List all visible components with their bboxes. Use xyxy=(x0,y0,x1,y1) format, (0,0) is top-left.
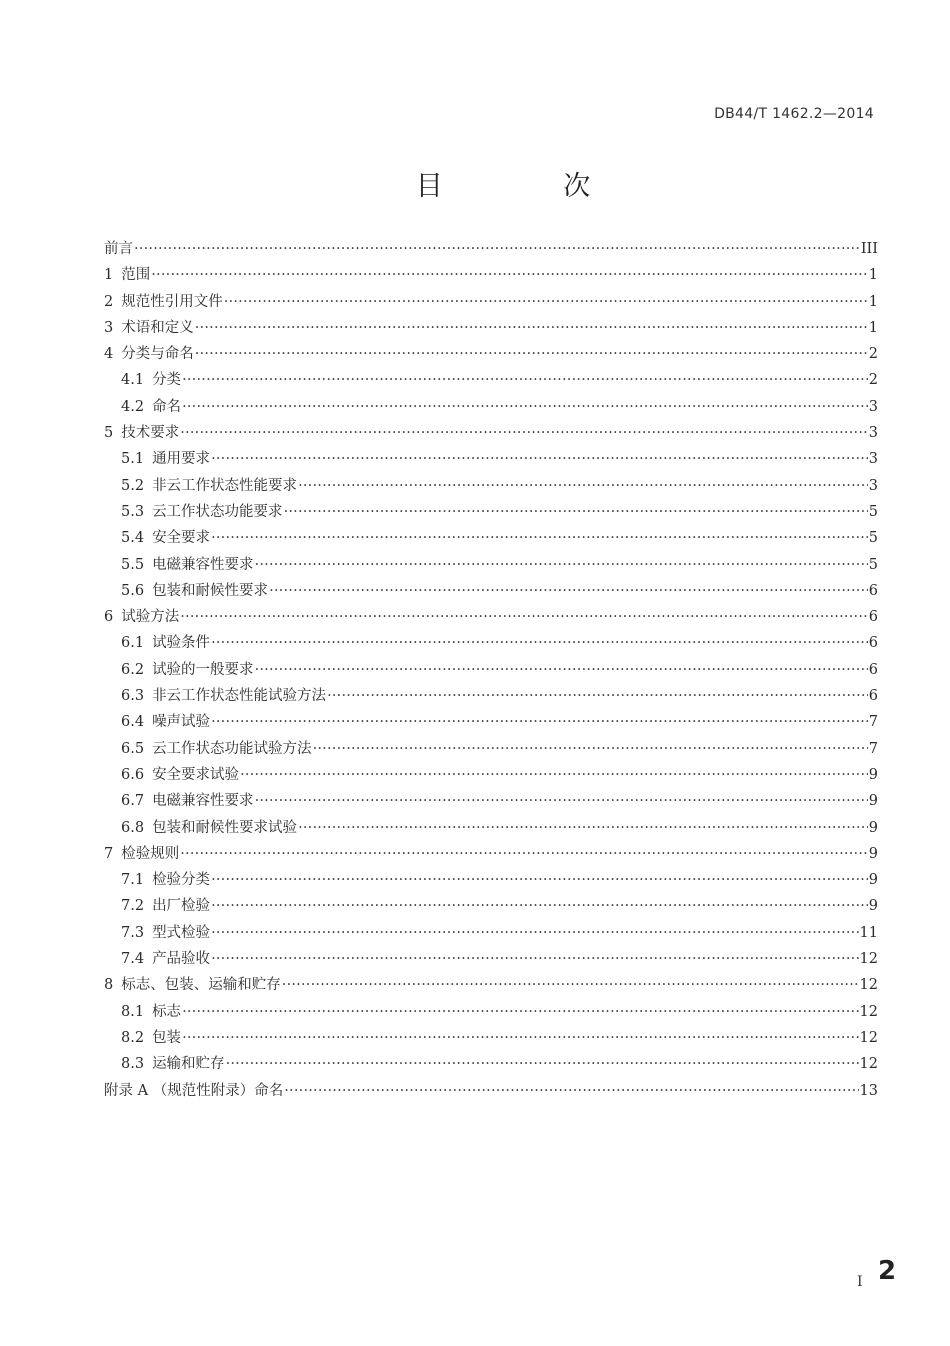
dot-leader xyxy=(211,630,868,656)
toc-entry-number: 7.4 xyxy=(121,951,145,968)
toc-entry-label xyxy=(104,1078,283,1104)
toc-entry-label xyxy=(121,446,210,472)
toc-entry-label xyxy=(121,867,210,893)
toc-entry-label xyxy=(121,630,210,656)
toc-entry-number: 4 xyxy=(104,346,114,363)
toc-entry-text: 云工作状态功能要求 xyxy=(152,503,283,520)
toc-entry-number: 7.1 xyxy=(121,872,145,889)
toc-entry-number: 6.3 xyxy=(121,688,145,705)
toc-entry-text: 标志、包装、运输和贮存 xyxy=(121,977,281,994)
dot-leader xyxy=(298,815,868,841)
dot-leader xyxy=(255,552,868,578)
dot-leader xyxy=(224,289,868,315)
toc-entry[interactable] xyxy=(104,367,878,393)
toc-entry-text: 试验条件 xyxy=(152,635,211,652)
toc-entry-text: 分类 xyxy=(152,372,182,389)
dot-leader xyxy=(211,920,858,946)
toc-entry-number: 6.4 xyxy=(121,714,145,731)
toc-entry-number: 7 xyxy=(104,845,114,862)
toc-entry[interactable] xyxy=(104,473,878,499)
toc-entry-label xyxy=(121,946,210,972)
toc-entry-text: 安全要求 xyxy=(152,530,211,547)
toc-entry-page: 9 xyxy=(868,819,878,836)
toc-entry-number: 6.5 xyxy=(121,740,145,757)
toc-entry-page: 3 xyxy=(868,398,878,415)
toc-entry-number: 5.3 xyxy=(121,503,145,520)
toc-entry-label xyxy=(121,815,297,841)
toc-entry-number: 1 xyxy=(104,267,114,284)
toc-entry[interactable] xyxy=(104,552,878,578)
toc-entry-text: 型式检验 xyxy=(152,924,211,941)
toc-entry-number: 7.2 xyxy=(121,898,145,915)
dot-leader xyxy=(284,499,868,525)
toc-entry[interactable] xyxy=(104,394,878,420)
toc-entry[interactable] xyxy=(104,815,878,841)
dot-leader xyxy=(182,1025,858,1051)
toc-entry-text: 前言 xyxy=(104,241,133,257)
toc-entry-label xyxy=(121,1051,225,1077)
toc-entry-label xyxy=(121,525,210,551)
toc-entry-page: 3 xyxy=(868,425,878,442)
toc-entry[interactable] xyxy=(104,683,878,709)
toc-entry-label xyxy=(121,893,210,919)
toc-entry-page: III xyxy=(860,241,878,257)
toc-entry-label xyxy=(121,367,181,393)
toc-entry-label xyxy=(121,709,210,735)
toc-entry-label xyxy=(104,841,179,867)
toc-entry-number: 2 xyxy=(104,293,114,310)
toc-entry-text: 非云工作状态性能试验方法 xyxy=(152,688,327,705)
toc-entry[interactable] xyxy=(104,578,878,604)
dot-leader xyxy=(182,367,868,393)
toc-entry[interactable] xyxy=(104,788,878,814)
toc-entry-number: 5.6 xyxy=(121,582,145,599)
toc-entry-text: 试验的一般要求 xyxy=(152,661,254,678)
toc-entry-text: 产品验收 xyxy=(152,951,211,968)
toc-entry-number: 8.2 xyxy=(121,1029,145,1046)
toc-entry[interactable] xyxy=(104,920,878,946)
dot-leader xyxy=(180,841,868,867)
toc-entry-text: 命名 xyxy=(152,398,182,415)
toc-entry-label xyxy=(104,315,194,341)
toc-entry[interactable] xyxy=(104,1051,878,1077)
toc-entry[interactable] xyxy=(104,736,878,762)
toc-entry-text: 电磁兼容性要求 xyxy=(152,793,254,810)
page-title: 目 次 xyxy=(415,171,647,202)
toc-entry-text: 非云工作状态性能要求 xyxy=(152,477,298,494)
toc-entry-label xyxy=(121,920,210,946)
toc-entry-page: 5 xyxy=(868,503,878,520)
toc-entry-text: 检验规则 xyxy=(121,845,180,862)
toc-entry-page: 5 xyxy=(868,556,878,573)
toc-entry-page: 9 xyxy=(868,872,878,889)
toc-entry-number: 5 xyxy=(104,425,114,442)
dot-leader xyxy=(211,867,868,893)
toc-entry-label xyxy=(121,473,297,499)
toc-entry-number: 5.5 xyxy=(121,556,145,573)
toc-entry-page: 9 xyxy=(868,898,878,915)
toc-entry-page: 6 xyxy=(868,688,878,705)
dot-leader xyxy=(313,736,868,762)
toc-entry-text: 包装和耐候性要求 xyxy=(152,582,269,599)
toc-entry-label xyxy=(121,736,312,762)
dot-leader xyxy=(255,788,868,814)
page-number: 2 xyxy=(878,1256,897,1286)
toc-entry-label xyxy=(121,683,326,709)
toc-entry[interactable] xyxy=(104,604,878,630)
dot-leader xyxy=(195,315,868,341)
toc-entry-text: 试验方法 xyxy=(121,609,180,626)
toc-entry-label xyxy=(121,552,254,578)
dot-leader xyxy=(182,999,858,1025)
dot-leader xyxy=(282,972,859,998)
toc-entry-label xyxy=(104,972,281,998)
toc-entry-label xyxy=(121,394,181,420)
roman-page-number: I xyxy=(857,1274,863,1290)
toc-entry[interactable] xyxy=(104,236,878,262)
toc-entry-number: 6.8 xyxy=(121,819,145,836)
toc-entry[interactable] xyxy=(104,499,878,525)
toc-entry-text: 术语和定义 xyxy=(121,319,194,336)
toc-entry[interactable] xyxy=(104,289,878,315)
dot-leader xyxy=(180,604,868,630)
toc-entry-page: 1 xyxy=(868,293,878,310)
toc-entry-label xyxy=(104,262,150,288)
toc-entry[interactable] xyxy=(104,630,878,656)
toc-entry-text: 技术要求 xyxy=(121,425,180,442)
dot-leader xyxy=(298,473,868,499)
toc-entry-page: 1 xyxy=(868,267,878,284)
toc-entry-page: 9 xyxy=(868,766,878,783)
toc-entry-label xyxy=(121,762,239,788)
dot-leader xyxy=(211,446,868,472)
toc-entry-page: 12 xyxy=(859,1056,878,1073)
toc-entry[interactable] xyxy=(104,1025,878,1051)
toc-entry-label xyxy=(121,499,283,525)
toc-entry-text: 分类与命名 xyxy=(121,346,194,363)
toc-entry-text: 云工作状态功能试验方法 xyxy=(152,740,312,757)
toc-entry[interactable] xyxy=(104,946,878,972)
toc-entry-label xyxy=(121,578,268,604)
toc-entry[interactable] xyxy=(104,709,878,735)
toc-entry-number: 8 xyxy=(104,977,114,994)
toc-entry-number: 6.1 xyxy=(121,635,145,652)
toc-entry-text: 规范性引用文件 xyxy=(121,293,223,310)
toc-entry-page: 11 xyxy=(859,924,878,941)
toc-entry-label xyxy=(104,289,223,315)
dot-leader xyxy=(180,420,868,446)
toc-entry-number: 5.1 xyxy=(121,451,145,468)
toc-entry-text: 检验分类 xyxy=(152,872,211,889)
toc-entry-text: 噪声试验 xyxy=(152,714,211,731)
dot-leader xyxy=(151,262,868,288)
toc-entry-number: 3 xyxy=(104,319,114,336)
toc-entry-number: 4.2 xyxy=(121,398,145,415)
toc-entry-number: 6.2 xyxy=(121,661,145,678)
toc-entry-page: 9 xyxy=(868,793,878,810)
toc-entry[interactable] xyxy=(104,446,878,472)
toc-entry-page: 7 xyxy=(868,740,878,757)
toc-entry-number: 7.3 xyxy=(121,924,145,941)
dot-leader xyxy=(182,394,868,420)
toc-entry[interactable] xyxy=(104,972,878,998)
toc-entry-label xyxy=(121,788,254,814)
toc-entry-text: 安全要求试验 xyxy=(152,766,240,783)
dot-leader xyxy=(255,657,868,683)
toc-entry-page: 2 xyxy=(868,346,878,363)
toc-entry-label xyxy=(104,420,179,446)
toc-entry-page: 12 xyxy=(859,1029,878,1046)
toc-entry-page: 2 xyxy=(868,372,878,389)
toc-entry[interactable] xyxy=(104,657,878,683)
toc-entry-number: 6.7 xyxy=(121,793,145,810)
toc-entry-text: 包装 xyxy=(152,1029,182,1046)
toc-entry-page: 1 xyxy=(868,319,878,336)
toc-entry-label xyxy=(121,1025,181,1051)
toc-entry-page: 13 xyxy=(859,1082,878,1099)
toc-entry-text: 电磁兼容性要求 xyxy=(152,556,254,573)
dot-leader xyxy=(269,578,868,604)
toc-entry-page: 12 xyxy=(859,951,878,968)
toc-entry-number: 4.1 xyxy=(121,372,145,389)
toc-entry-number: 8.3 xyxy=(121,1056,145,1073)
toc-entry[interactable] xyxy=(104,867,878,893)
toc-entry-number: 6 xyxy=(104,609,114,626)
toc-entry-page: 9 xyxy=(868,845,878,862)
toc-entry-number: 5.4 xyxy=(121,530,145,547)
toc-entry-page: 12 xyxy=(859,977,878,994)
toc-entry-label xyxy=(104,604,179,630)
toc-entry-number: 8.1 xyxy=(121,1003,145,1020)
toc-entry-number: 5.2 xyxy=(121,477,145,494)
toc-entry-page: 6 xyxy=(868,635,878,652)
toc-entry-page: 3 xyxy=(868,477,878,494)
toc-entry[interactable] xyxy=(104,999,878,1025)
toc-entry[interactable] xyxy=(104,262,878,288)
toc-entry[interactable] xyxy=(104,762,878,788)
toc-entry[interactable] xyxy=(104,1078,878,1104)
toc-entry[interactable] xyxy=(104,893,878,919)
dot-leader xyxy=(195,341,868,367)
toc-entry-label xyxy=(104,236,133,262)
toc-entry-page: 6 xyxy=(868,609,878,626)
document-code: DB44/T 1462.2—2014 xyxy=(714,106,874,122)
toc-entry-page: 3 xyxy=(868,451,878,468)
dot-leader xyxy=(211,709,868,735)
table-of-contents xyxy=(104,236,878,1104)
toc-entry-text: 标志 xyxy=(152,1003,182,1020)
toc-entry[interactable] xyxy=(104,525,878,551)
toc-entry-label xyxy=(121,999,181,1025)
toc-entry-page: 6 xyxy=(868,582,878,599)
toc-entry[interactable] xyxy=(104,841,878,867)
dot-leader xyxy=(134,236,860,262)
dot-leader xyxy=(226,1051,859,1077)
dot-leader xyxy=(211,893,868,919)
toc-entry-text: 通用要求 xyxy=(152,451,211,468)
dot-leader xyxy=(327,683,868,709)
toc-entry[interactable] xyxy=(104,420,878,446)
dot-leader xyxy=(211,525,868,551)
dot-leader xyxy=(284,1078,858,1104)
toc-entry-page: 5 xyxy=(868,530,878,547)
toc-entry-text: 出厂检验 xyxy=(152,898,211,915)
toc-entry[interactable] xyxy=(104,341,878,367)
toc-entry[interactable] xyxy=(104,315,878,341)
dot-leader xyxy=(240,762,868,788)
toc-entry-page: 7 xyxy=(868,714,878,731)
toc-entry-label xyxy=(104,341,194,367)
toc-entry-text: 运输和贮存 xyxy=(152,1056,225,1073)
toc-entry-text: 附录 A （规范性附录）命名 xyxy=(104,1082,284,1099)
toc-entry-page: 12 xyxy=(859,1003,878,1020)
toc-entry-text: 包装和耐候性要求试验 xyxy=(152,819,298,836)
toc-entry-label xyxy=(121,657,254,683)
toc-entry-number: 6.6 xyxy=(121,766,145,783)
dot-leader xyxy=(211,946,858,972)
toc-entry-text: 范围 xyxy=(121,267,151,284)
toc-entry-page: 6 xyxy=(868,661,878,678)
